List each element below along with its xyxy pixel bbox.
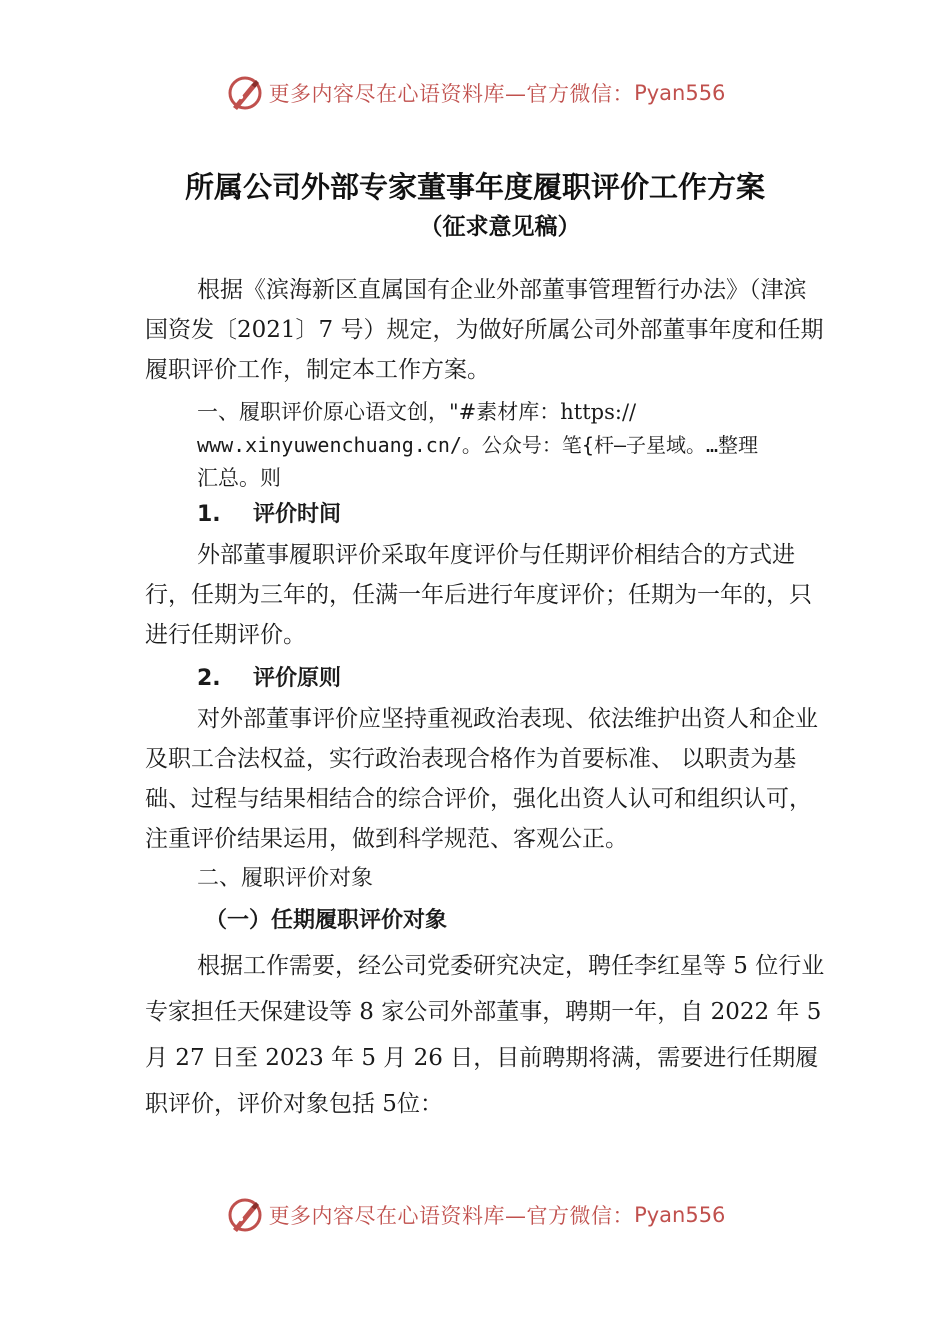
intro-paragraph: 根据《滨海新区直属国有企业外部董事管理暂行办法》（津滨国资发〔2021〕7 号）规定，为做好所属公司外部董事年度和任期履职评价工作，制定本工作方案。 bbox=[145, 277, 824, 383]
banner-account: Pyan556 bbox=[634, 81, 726, 105]
banner-account: Pyan556 bbox=[634, 1203, 726, 1227]
heading-text: 评价原则 bbox=[253, 666, 342, 691]
heading-number: 1. bbox=[197, 502, 221, 527]
evaluation-target-paragraph: 根据工作需要，经公司党委研究决定，聘任李红星等 5 位行业专家担任天保建设等 8 家公司外部董事，聘期一年，自 2022 年 5 月 27 日至 2023 年 5 月 26 日，目前聘期将满，需要进行任期履职评价，评价对象包括 5位： bbox=[145, 953, 825, 1117]
section1-line-3: 汇总。则 bbox=[197, 466, 281, 490]
heading-evaluation-time bbox=[145, 495, 825, 535]
pen-logo-icon bbox=[225, 73, 265, 113]
heading-evaluation-principle bbox=[145, 659, 825, 699]
heading-number: 2. bbox=[197, 666, 221, 691]
section1-line-1: 一、履职评价原心语文创，"#素材库：https:// bbox=[197, 400, 637, 424]
evaluation-principle-paragraph: 对外部董事评价应坚持重视政治表现、依法维护出资人和企业及职工合法权益，实行政治表现合格作为首要标准、 以职责为基础、过程与结果相结合的综合评价，强化出资人认可和组织认可，注重评价结果运用，做到科学规范、客观公正。 bbox=[145, 706, 818, 852]
footer-banner bbox=[0, 1193, 950, 1237]
banner-text: 更多内容尽在心语资料库—官方微信： bbox=[268, 82, 635, 106]
subsection-heading: （一）任期履职评价对象 bbox=[205, 908, 448, 933]
section1-heading bbox=[145, 396, 825, 495]
header-banner bbox=[0, 71, 950, 115]
section2-heading: 二、履职评价对象 bbox=[197, 866, 374, 891]
pen-logo-icon bbox=[225, 1195, 265, 1235]
evaluation-time-paragraph: 外部董事履职评价采取年度评价与任期评价相结合的方式进行，任期为三年的，任满一年后进行年度评价；任期为一年的，只进行任期评价。 bbox=[145, 542, 812, 648]
heading-text: 评价时间 bbox=[253, 502, 342, 527]
section1-line-2: www.xinyuwenchuang.cn/。公众号：笔{杆—子星域。…整理 bbox=[197, 433, 759, 457]
document-subtitle: （征求意见稿） bbox=[419, 214, 581, 240]
banner-text: 更多内容尽在心语资料库—官方微信： bbox=[268, 1204, 635, 1228]
document-body bbox=[145, 270, 825, 1127]
document-title: 所属公司外部专家董事年度履职评价工作方案 bbox=[184, 170, 765, 204]
